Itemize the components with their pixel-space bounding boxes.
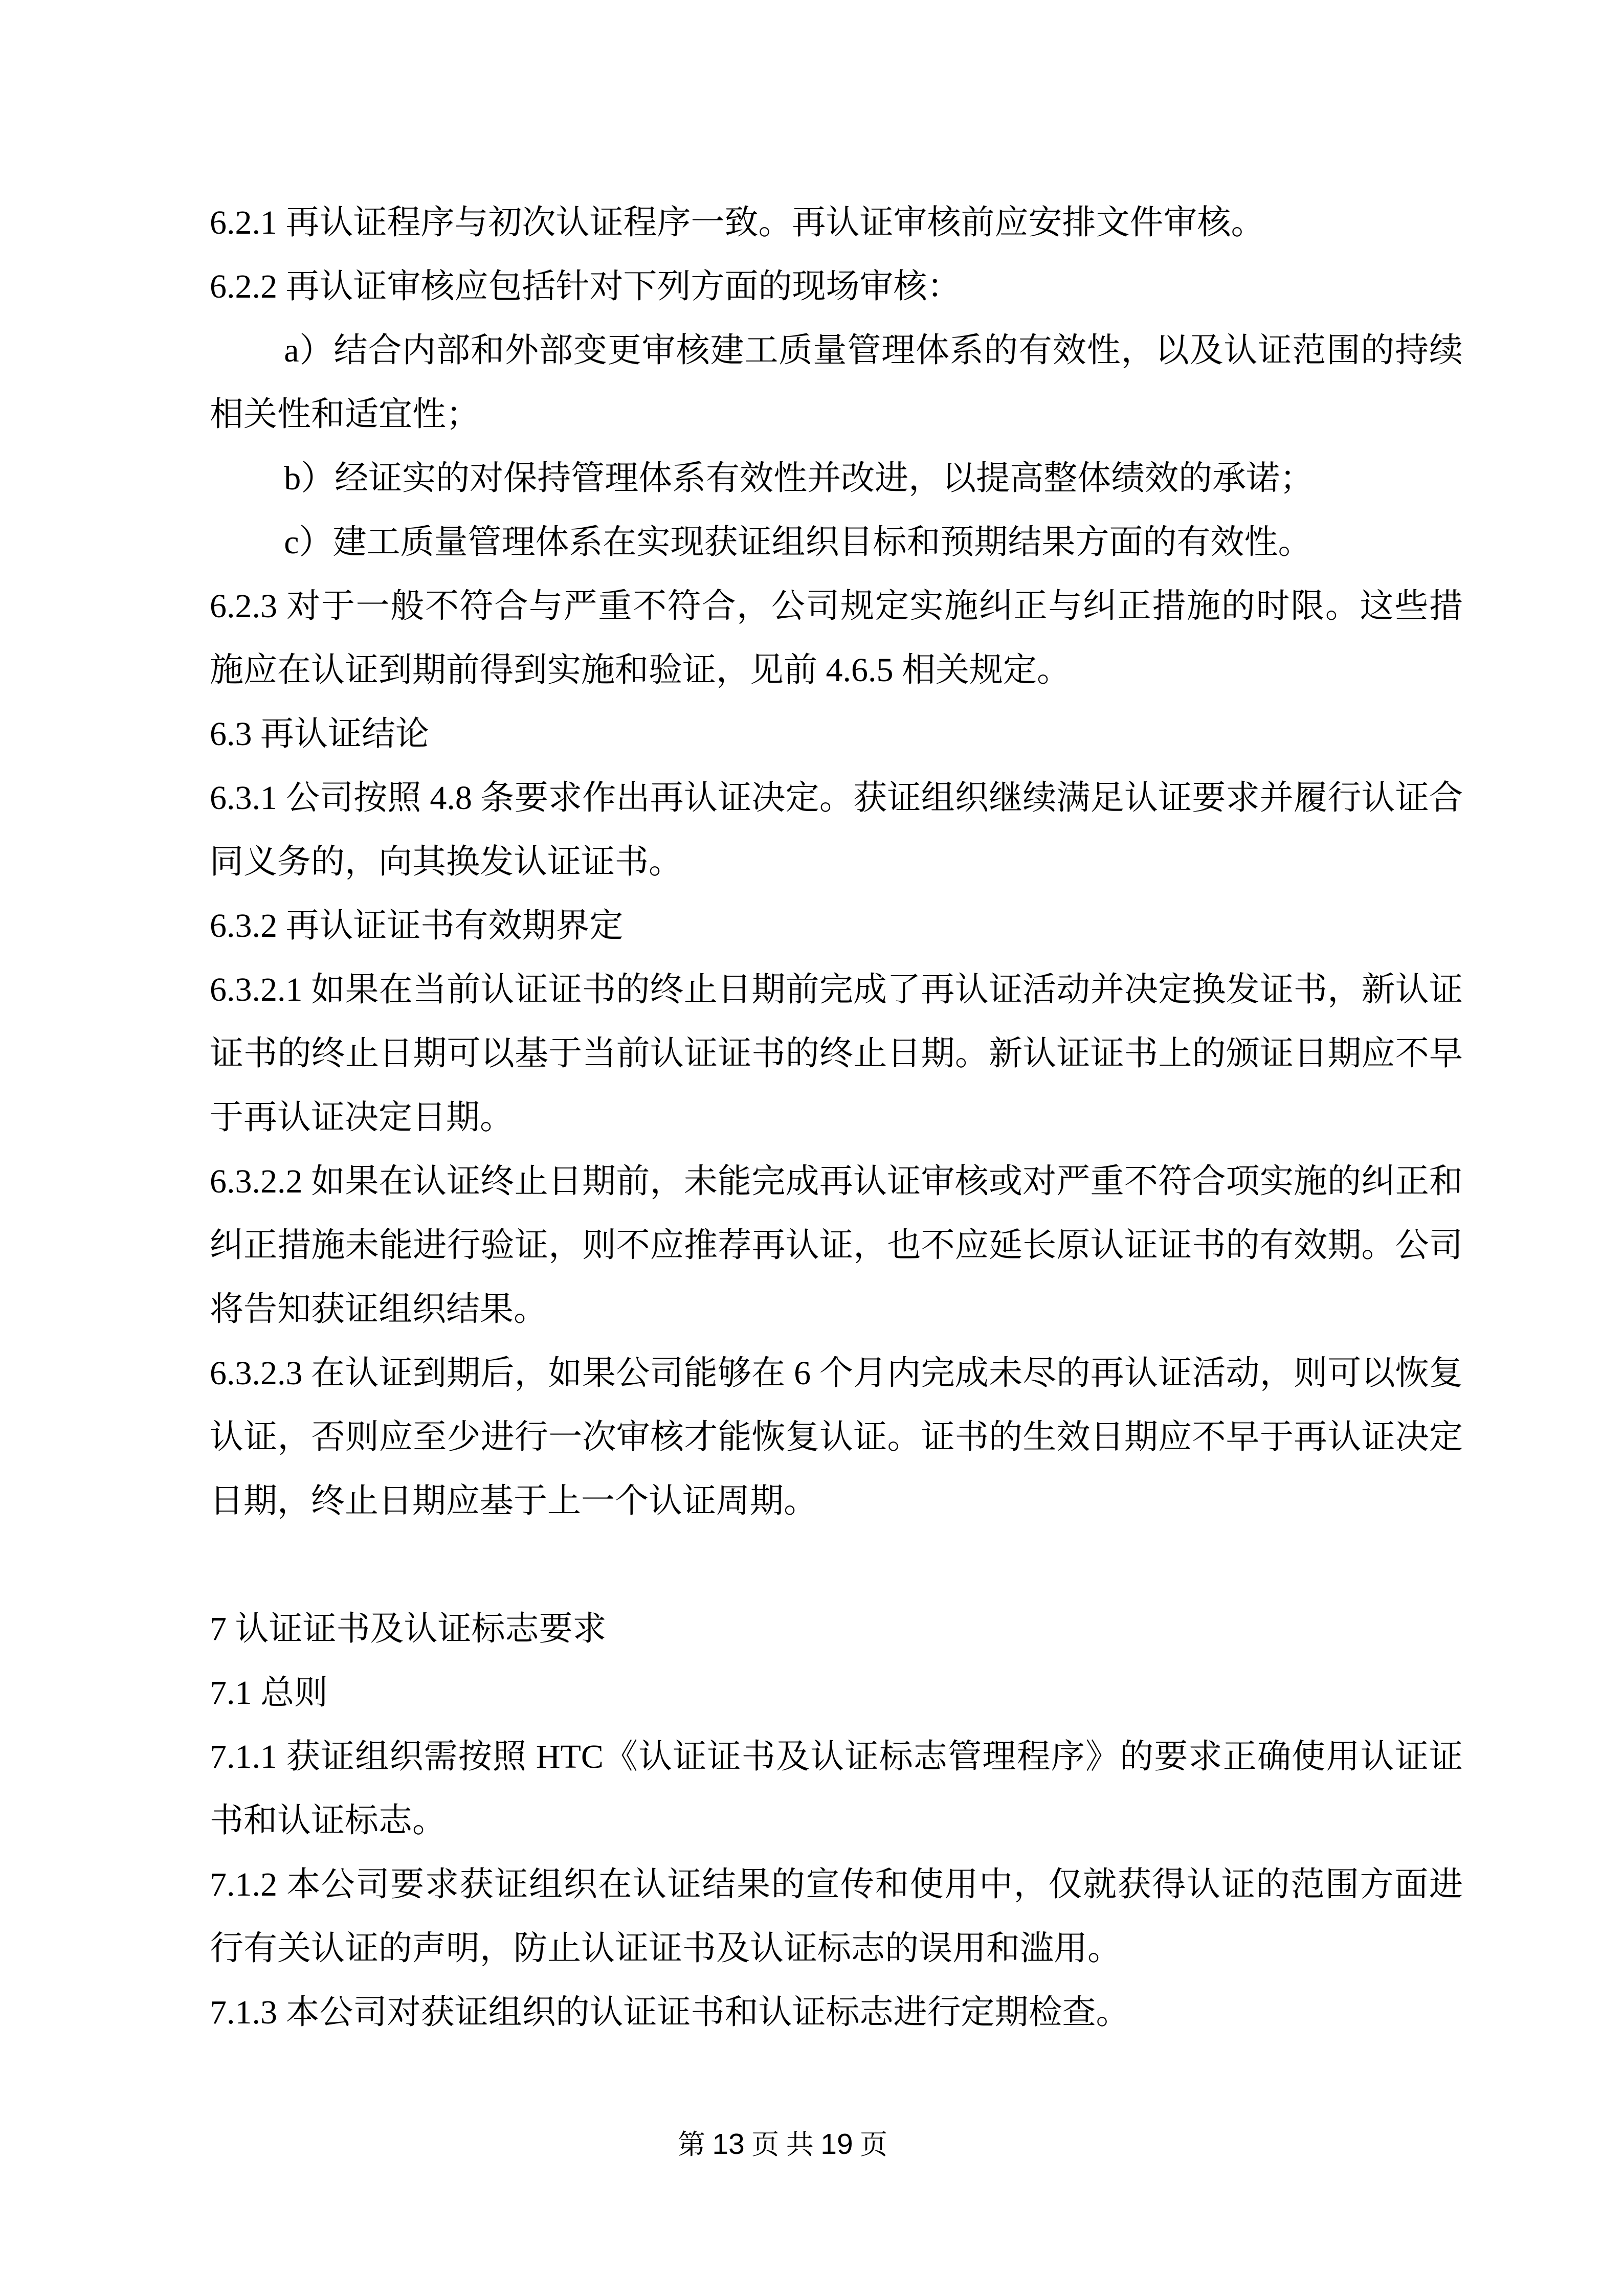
document-body — [210, 191, 1463, 2044]
paragraph: a）结合内部和外部变更审核建工质量管理体系的有效性，以及认证范围的持续相关性和适宜性； — [210, 332, 1463, 433]
paragraph: 6.3.2 再认证证书有效期界定 — [210, 907, 624, 944]
footer-suffix: 页 — [853, 2129, 888, 2160]
paragraph: 6.2.2 再认证审核应包括针对下列方面的现场审核： — [210, 268, 961, 305]
paragraph: 6.2.1 再认证程序与初次认证程序一致。再认证审核前应安排文件审核。 — [210, 204, 1265, 241]
paragraph: 6.3.2.3 在认证到期后，如果公司能够在 6 个月内完成未尽的再认证活动，则可以恢复认证，否则应至少进行一次审核才能恢复认证。证书的生效日期应不早于再认证决定日期，终止日期应基于上一个认证周期。 — [210, 1355, 1463, 1520]
paragraph: c）建工质量管理体系在实现获证组织目标和预期结果方面的有效性。 — [284, 524, 1312, 561]
paragraph: b）经证实的对保持管理体系有效性并改进，以提高整体绩效的承诺； — [284, 460, 1314, 497]
paragraph: 7.1.3 本公司对获证组织的认证证书和认证标志进行定期检查。 — [210, 1994, 1130, 2031]
footer-middle: 页 共 — [744, 2129, 821, 2160]
page-footer — [0, 2121, 1565, 2168]
footer-page-number: 13 — [712, 2128, 745, 2160]
paragraph: 6.3.2.1 如果在当前认证证书的终止日期前完成了再认证活动并决定换发证书，新认证证书的终止日期可以基于当前认证证书的终止日期。新认证证书上的颁证日期应不早于再认证决定日期。 — [210, 971, 1463, 1136]
paragraph: 6.3 再认证结论 — [210, 715, 429, 753]
paragraph: 7 认证证书及认证标志要求 — [210, 1610, 607, 1648]
paragraph: 6.3.1 公司按照 4.8 条要求作出再认证决定。获证组织继续满足认证要求并履行认证合同义务的，向其换发认证证书。 — [210, 779, 1463, 881]
paragraph: 6.2.3 对于一般不符合与严重不符合，公司规定实施纠正与纠正措施的时限。这些措施应在认证到期前得到实施和验证，见前 4.6.5 相关规定。 — [210, 588, 1463, 689]
paragraph: 6.3.2.2 如果在认证终止日期前，未能完成再认证审核或对严重不符合项实施的纠正和纠正措施未能进行验证，则不应推荐再认证，也不应延长原认证证书的有效期。公司将告知获证组织结果。 — [210, 1163, 1463, 1328]
blank-line — [210, 1533, 1463, 1597]
footer-total-pages: 19 — [820, 2128, 853, 2160]
footer-prefix: 第 — [677, 2129, 713, 2160]
paragraph: 7.1 总则 — [210, 1674, 328, 1712]
paragraph: 7.1.1 获证组织需按照 HTC《认证证书及认证标志管理程序》的要求正确使用认证证书和认证标志。 — [210, 1738, 1463, 1839]
paragraph: 7.1.2 本公司要求获证组织在认证结果的宣传和使用中，仅就获得认证的范围方面进行有关认证的声明，防止认证证书及认证标志的误用和滥用。 — [210, 1866, 1463, 1967]
